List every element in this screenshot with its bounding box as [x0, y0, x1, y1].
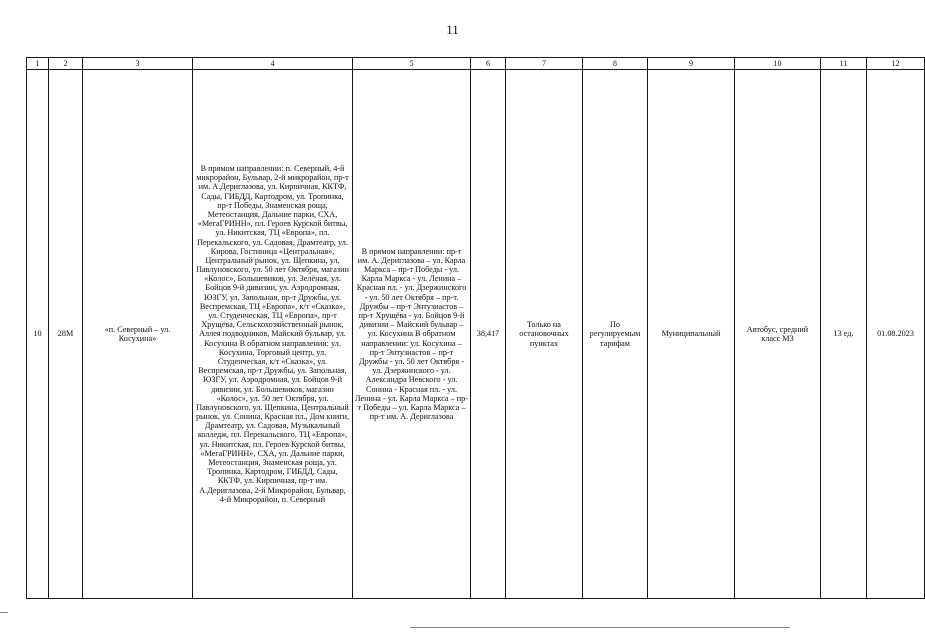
stop-mode-text: Только на остановочных пунктах [519, 320, 569, 348]
route-name-cell [83, 70, 193, 599]
vehicle-cell [735, 70, 821, 599]
length-cell: 38,417 [471, 70, 506, 599]
start-date-cell: 01.08.2023 [867, 70, 925, 599]
vehicle-text: Автобус, средний класс М3 [746, 324, 809, 343]
scan-artifact-line [410, 627, 790, 628]
route-code-cell: 28М [49, 70, 83, 599]
header-cell: 12 [867, 58, 925, 70]
tariff-cell [583, 70, 648, 599]
route-name-text: «п. Северный – ул. Косухина» [104, 324, 171, 343]
header-cell: 1 [27, 58, 49, 70]
table-row [27, 70, 925, 599]
streets-text: В прямом направлении: пр-т им. А. Дериглазова – ул. Карла Маркса – пр-т Победы - ул. Карла Маркса - ул. Ленина – Красная пл. - ул. Дзержинского - ул. 50 лет Октября – пр-т. Дружбы – пр-т Энтузиастов – пр-т Хрущёва - ул. Бойцов 9-й дивизии – Майский бульвар – ул. Косухина В обратном направлении: ул. Косухина – пр-т Энтузиастов – пр-т Дружбы - ул. 50 лет Октября - ул. Дзержинского - ул. Александра Невского - ул. Сонина - Красная пл. - ул. Ленина - ул. Карла Маркса – пр-т Победы – ул. Карла Маркса – пр-т им. А. Дериглазова [355, 246, 468, 422]
route-number-cell: 10 [27, 70, 49, 599]
header-cell: 3 [83, 58, 193, 70]
stops-cell [193, 70, 353, 599]
streets-cell [353, 70, 471, 599]
carrier-type-cell: Муниципальный [648, 70, 735, 599]
header-cell: 8 [583, 58, 648, 70]
stops-text: В прямом направлении: п. Северный, 4-й микрорайон, Бульвар, 2-й микрорайон, пр-т им. А.Дериглазова, ул. Кирпичная, ККТФ, Сады, ГИБДД, Картодром, ул. Тропинка, пр-т Победы, Знаменская роща, Метеостанция, Дальние парки, СХА, «МегаГРИНН», пл. Героев Курской битвы, ул. Никитская, ТЦ «Европа», пл. Перекальского, ул. Садовая, Драмтеатр, ул. Кирова, Гостиница «Центральная», Центральный рынок, ул. Щепкина, ул. Павлуновского, ул. 50 лет Октября, магазин «Колос», Большевиков, ул. Зелёная, ул. Бойцов 9-й дивизии, ул. Аэродромная, ЮЗГУ, ул. Запольная, пр-т Дружбы, ул. Веспремская, ТЦ «Европа», к/т «Сказка», ул. Студенческая, ТЦ «Европа», пр-т Хрущёва, Сельскохозяйственный рынок, Аллея подводников, Майский бульвар, ул. Косухина В обратном направлении: ул. Косухина, Торговый центр, ул. Студенческая, к/т «Сказка», ул. Веспремская, пр-т Дружбы, ул. Запольная, ЮЗГУ, ул. Аэродромная, ул. Бойцов 9-й дивизии, ул. Большевиков, магазин «Колос», ул. 50 лет Октября, ул. Павлуновского, ул. Щепкина, Центральный рынок, ул. Сонина, Красная пл., Дом книги, Драмтеатр, ул. Садовая, Музыкальный колледж, пл. Перекальского, ТЦ «Европа», ул. Никитская, пл. Героев Курской битвы, «МегаГРИНН», СХА, ул. Дальние парки, Метеостанция, Знаменская роща, ул. Тропинка, Картодром, ГИБДД, Сады, ККТФ, ул. Кирпичная, пр-т им. А.Дериглазова, 2-й Микрорайон, Бульвар, 4-й Микрорайон, п. Северный [195, 164, 350, 504]
header-cell: 7 [506, 58, 583, 70]
vehicle-count-cell: 13 ед. [821, 70, 867, 599]
header-cell: 2 [49, 58, 83, 70]
page-number: 11 [446, 22, 459, 37]
header-cell: 5 [353, 58, 471, 70]
scan-artifact-mark [0, 612, 8, 613]
header-cell: 6 [471, 58, 506, 70]
stop-mode-cell [506, 70, 583, 599]
header-cell: 9 [648, 58, 735, 70]
route-register-table [26, 57, 925, 599]
header-cell: 11 [821, 58, 867, 70]
tariff-text: По регулируемым тарифам [589, 320, 641, 348]
header-row [27, 58, 925, 70]
header-cell: 10 [735, 58, 821, 70]
header-cell: 4 [193, 58, 353, 70]
